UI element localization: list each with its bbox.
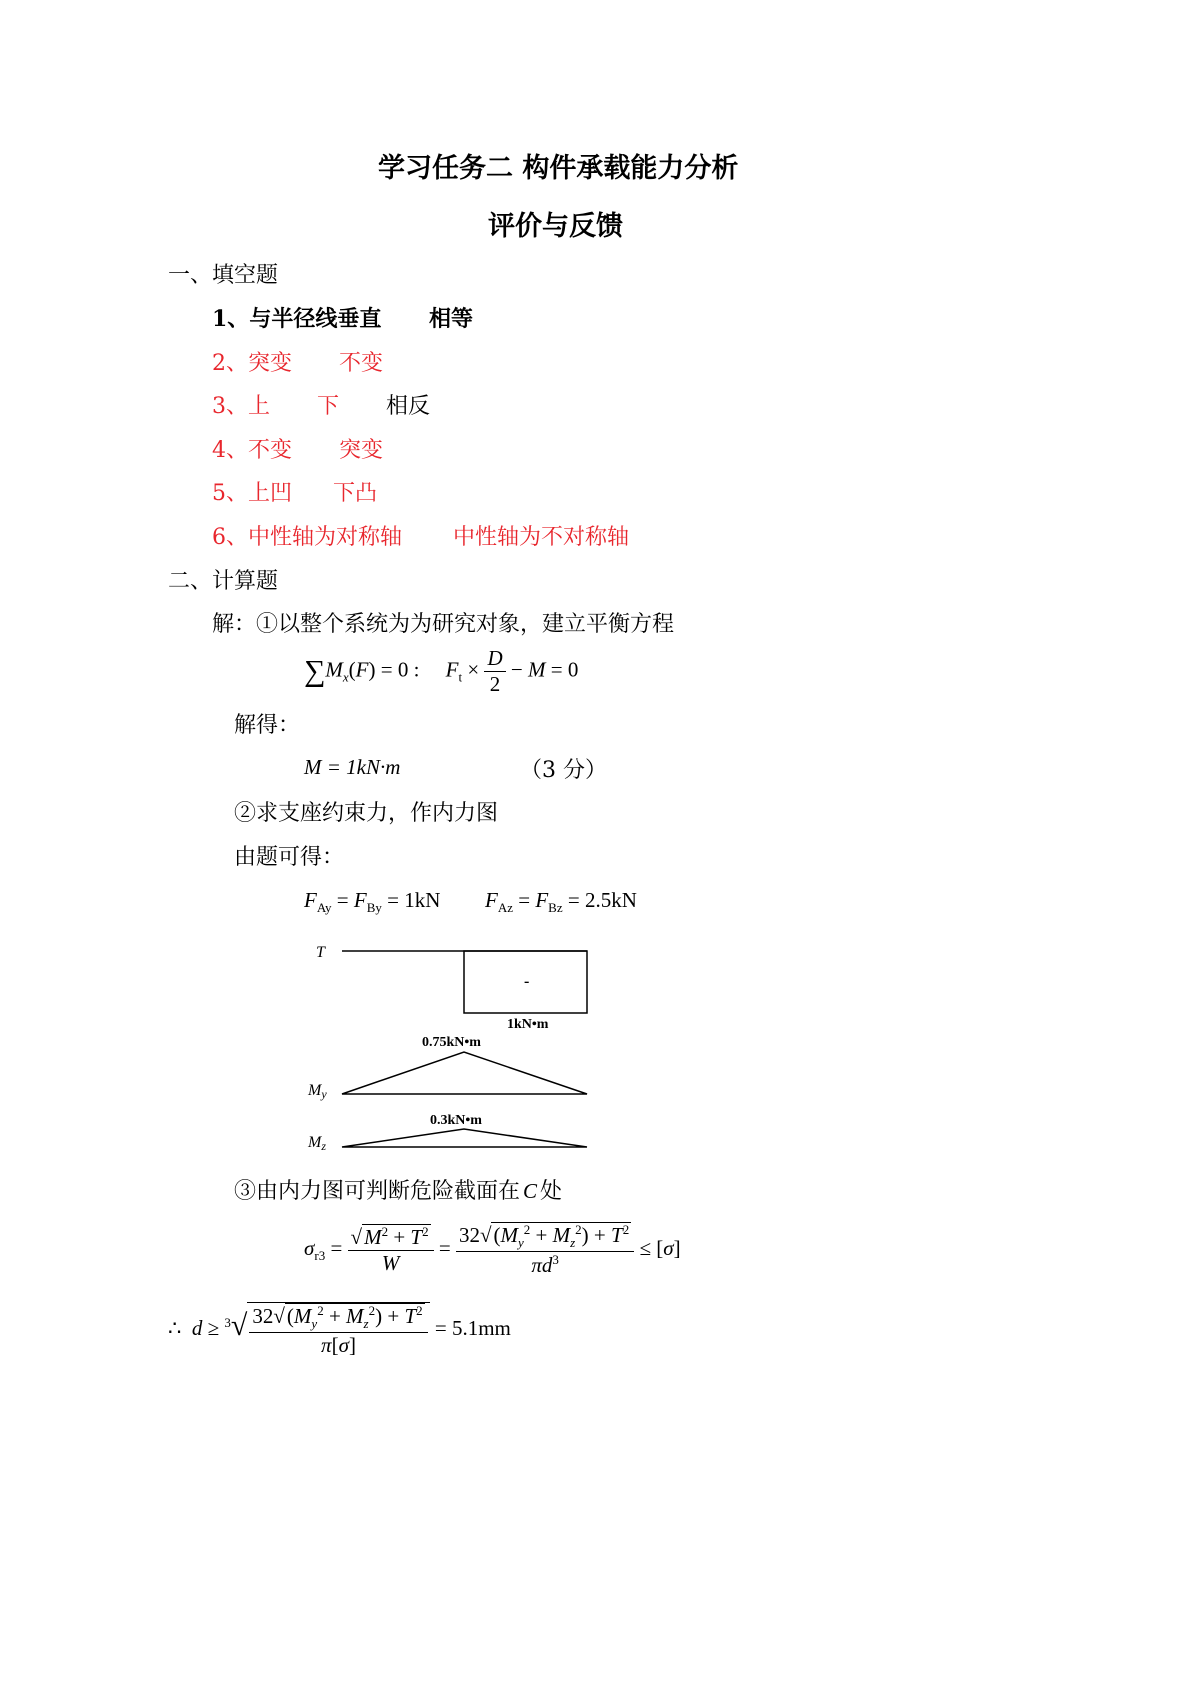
mz-value: 0.3kN•m	[430, 1113, 482, 1128]
internal-force-diagram	[290, 930, 610, 1160]
mz-triangle	[342, 1129, 587, 1147]
reaction-forces-y: $F_{Ay} = F_{By} = 1kN$	[304, 888, 441, 916]
stress-formula: $\sigma_{r3}$ = $\frac{√M^2 + T^2}{W}$ = $\frac{32√(M_y^2 + M_z^2) + T^2}{\pi d^3}$ ≤ [σ]	[304, 1222, 681, 1278]
torque-label: T	[316, 944, 325, 961]
fill-item-2	[212, 346, 383, 377]
given-label: 由题可得：	[234, 845, 345, 870]
page-title: 学习任务二 构件承载能力分析	[378, 153, 739, 184]
reaction-forces-z: $F_{Az} = F_{Bz} = 2.5kN$	[485, 888, 637, 916]
fill-answer-a: 中性轴为对称轴	[248, 525, 403, 550]
my-value: 0.75kN•m	[422, 1035, 481, 1050]
torque-sign: -	[524, 973, 530, 990]
fill-item-6	[212, 520, 629, 551]
solution-step-1: 解：①以整个系统为为研究对象，建立平衡方程	[212, 612, 675, 637]
my-label: My	[308, 1082, 327, 1101]
fill-answer-b: 下凸	[333, 481, 378, 506]
my-triangle	[342, 1052, 587, 1094]
fill-num: 6、	[212, 525, 248, 550]
fill-answer-b: 相等	[429, 306, 474, 332]
solve-label: 解得：	[234, 713, 301, 738]
equilibrium-equation: $\sum M_x(F) = 0$ : $F_t$ × $\frac{D}{2}$ − M = 0	[304, 646, 579, 696]
fill-answer-c: 相反	[386, 394, 431, 419]
section-fill-blank: 一、填空题	[168, 263, 279, 288]
fill-answer-a: 与半径线垂直	[249, 306, 382, 332]
fill-num: 4、	[212, 438, 248, 463]
fill-answer-a: 上凹	[248, 481, 293, 506]
diameter-result: = 5.1mm	[434, 1315, 511, 1340]
fill-answer-a: 不变	[248, 438, 293, 463]
solution-step-2: ②求支座约束力，作内力图	[234, 801, 499, 826]
page-subtitle: 评价与反馈	[488, 211, 623, 242]
fill-num: 3、	[212, 394, 248, 419]
fill-num: 5、	[212, 481, 248, 506]
fill-answer-b: 突变	[339, 438, 384, 463]
fill-num: 2、	[212, 351, 248, 376]
fill-answer-a: 突变	[248, 351, 293, 376]
solution-step-3: ③由内力图可判断危险截面在 C 处	[234, 1179, 563, 1204]
fill-item-4	[212, 433, 383, 464]
fill-answer-b: 下	[317, 394, 340, 419]
mz-label: Mz	[308, 1134, 326, 1153]
fill-item-1	[212, 302, 473, 333]
fill-num: 1、	[212, 306, 250, 332]
torque-value: 1kN•m	[507, 1017, 549, 1032]
fill-answer-a: 上	[248, 394, 271, 419]
fill-answer-b: 中性轴为不对称轴	[453, 525, 630, 550]
score-note: （3 分）	[520, 758, 607, 783]
fill-item-5	[212, 476, 377, 507]
diameter-formula: ∴ d ≥ $^3$√ $\frac{32√(M_y^2 + M_z^2) + T^2}{\pi[\sigma]}$ = 5.1mm	[168, 1303, 511, 1358]
fill-answer-b: 不变	[339, 351, 384, 376]
m-result: M = 1kN·m	[304, 755, 401, 779]
fill-item-3	[212, 389, 430, 420]
section-calculation: 二、计算题	[168, 569, 279, 594]
